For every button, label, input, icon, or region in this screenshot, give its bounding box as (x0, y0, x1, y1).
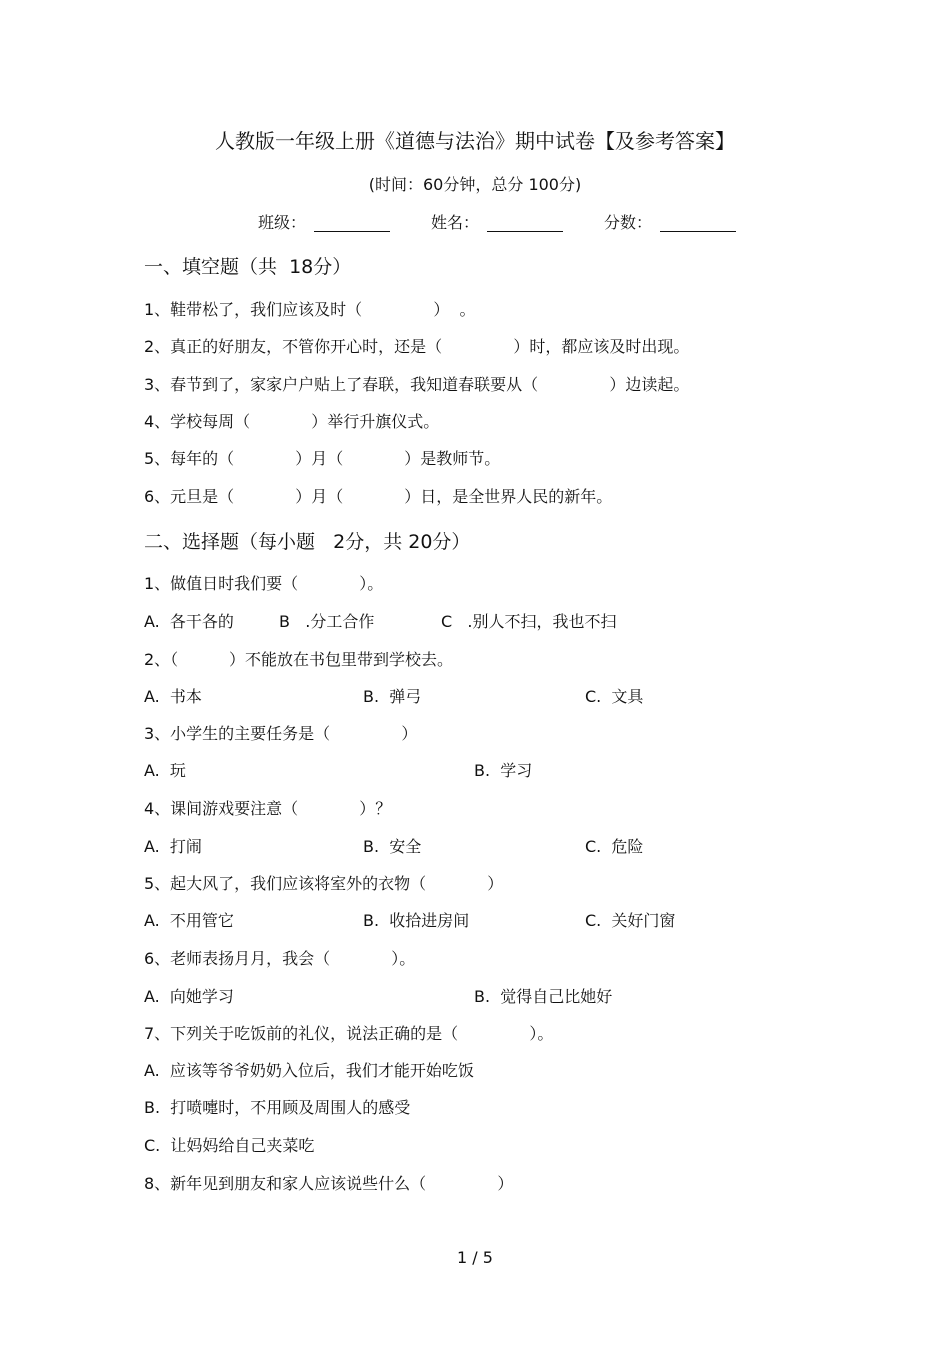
option-b: B. 安全 (363, 837, 422, 856)
option-b: B .分工合作 (279, 612, 375, 631)
fill-blank-question: 1、鞋带松了，我们应该及时（ ） 。 (144, 300, 476, 319)
fill-blank-question: 6、元旦是（ ）月（ ）日，是全世界人民的新年。 (144, 487, 613, 506)
option-b: B. 学习 (474, 761, 533, 780)
name-field[interactable] (431, 214, 563, 232)
fill-blank-question: 3、春节到了，家家户户贴上了春联，我知道春联要从（ ）边读起。 (144, 375, 690, 394)
fill-blank-question: 5、每年的（ ）月（ ）是教师节。 (144, 449, 501, 468)
option-a: A. 应该等爷爷奶奶入位后，我们才能开始吃饭 (144, 1061, 474, 1080)
option-a: A. 打闹 (144, 837, 202, 856)
option-c: C. 关好门窗 (585, 911, 676, 930)
score-blank[interactable] (660, 214, 736, 232)
option-a: A. 书本 (144, 687, 202, 706)
option-a: A. 各干各的 (144, 612, 234, 631)
choice-question-stem: 2、（ ）不能放在书包里带到学校去。 (144, 650, 454, 669)
page-number: 1 / 5 (457, 1248, 493, 1267)
choice-question-stem: 4、课间游戏要注意（ ）？ (144, 799, 392, 818)
class-blank[interactable] (314, 214, 390, 232)
class-field[interactable] (258, 214, 390, 232)
option-b: B. 觉得自己比她好 (474, 987, 613, 1006)
choice-question-stem: 1、做值日时我们要（ ）。 (144, 574, 384, 593)
choice-question-stem: 6、老师表扬月月，我会（ ）。 (144, 949, 416, 968)
section-heading-choice: 二、选择题（每小题 2分，共 20分） (144, 531, 471, 553)
option-a: A. 玩 (144, 761, 186, 780)
choice-question-stem: 7、下列关于吃饭前的礼仪，说法正确的是（ ）。 (144, 1024, 554, 1043)
option-c: C. 让妈妈给自己夹菜吃 (144, 1136, 315, 1155)
choice-question-stem: 3、小学生的主要任务是（ ） (144, 724, 418, 743)
class-label: 班级： (258, 213, 307, 232)
name-blank[interactable] (487, 214, 563, 232)
option-c: C. 文具 (585, 687, 644, 706)
option-b: B. 收拾进房间 (363, 911, 470, 930)
exam-time-score: (时间：60分钟，总分 100分) (368, 175, 582, 194)
option-b: B. 弹弓 (363, 687, 422, 706)
name-label: 姓名： (431, 213, 480, 232)
option-b: B. 打喷嚏时，不用顾及周围人的感受 (144, 1098, 411, 1117)
choice-question-stem: 8、新年见到朋友和家人应该说些什么（ ） (144, 1174, 514, 1193)
option-c: C. 危险 (585, 837, 644, 856)
option-a: A. 向她学习 (144, 987, 234, 1006)
section-heading-fill-blank: 一、填空题（共 18分） (144, 256, 352, 278)
option-c: C .别人不扫，我也不扫 (441, 612, 617, 631)
fill-blank-question: 4、学校每周（ ）举行升旗仪式。 (144, 412, 440, 431)
document-title: 人教版一年级上册《道德与法治》期中试卷【及参考答案】 (215, 129, 735, 153)
fill-blank-question: 2、真正的好朋友，不管你开心时，还是（ ）时，都应该及时出现。 (144, 337, 690, 356)
choice-question-stem: 5、起大风了，我们应该将室外的衣物（ ） (144, 874, 504, 893)
score-label: 分数： (604, 213, 653, 232)
score-field[interactable] (604, 214, 736, 232)
option-a: A. 不用管它 (144, 911, 234, 930)
